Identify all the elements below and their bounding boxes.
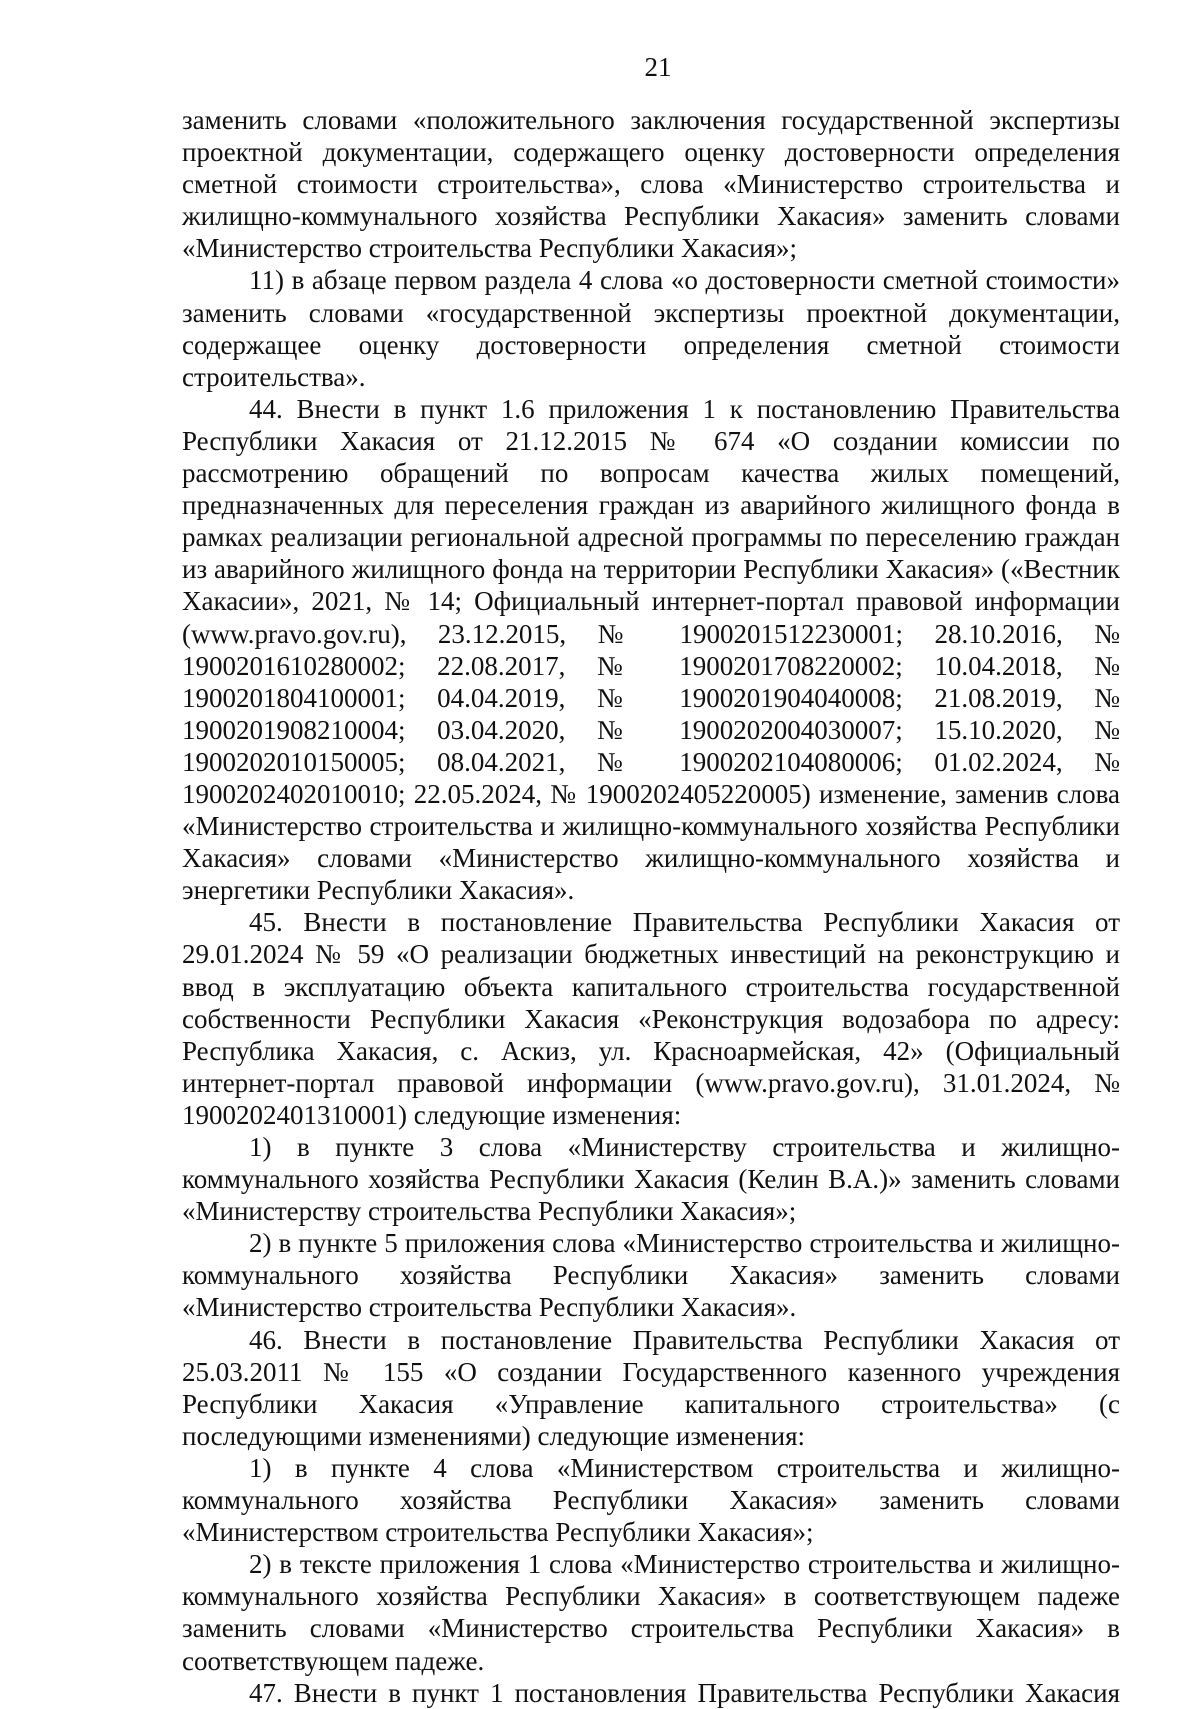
page-number: 21 [644, 52, 672, 82]
paragraph-section-46: 46. Внести в постановление Правительства Республики Хакасия от 25.03.2011 № 155 «О создании Государственного казенного учреждения Республики Хакасия «Управление капитального строительства» (с последующими изменениями) следующие изменения: [182, 1324, 1120, 1451]
paragraph-45-item-2: 2) в пункте 5 приложения слова «Министерство строительства и жилищно-коммунального хозяйства Республики Хакасия» заменить словами «Министерство строительства Республики Хакасия». [182, 1228, 1120, 1323]
paragraph-section-47: 47. Внести в пункт 1 постановления Правительства Республики Хакасия [249, 1677, 1120, 1708]
paragraph-45-item-1: 1) в пункте 3 слова «Министерству строительства и жилищно-коммунального хозяйства Республики Хакасия (Келин В.А.)» заменить словами «Министерству строительства Республики Хакасия»; [182, 1132, 1120, 1227]
paragraph-section-45: 45. Внести в постановление Правительства Республики Хакасия от 29.01.2024 № 59 «О реализации бюджетных инвестиций на реконструкцию и ввод в эксплуатацию объекта капитального строительства государственной собственности Республики Хакасия «Реконструкция водозабора по адресу: Республика Хакасия, с. Аскиз, ул. Красноармейская, 42» (Официальный интернет-портал правовой информации (www.pravo.gov.ru), 31.01.2024, № 1900202401310001) следующие изменения: [182, 907, 1120, 1130]
paragraph-continuation: заменить словами «положительного заключения государственной экспертизы проектной документации, содержащего оценку достоверности определения сметной стоимости строительства», слова «Министерство строительства и жилищно-коммунального хозяйства Республики Хакасия» заменить словами «Министерство строительства Республики Хакасия»; [182, 105, 1120, 264]
paragraph-46-item-2: 2) в тексте приложения 1 слова «Министерство строительства и жилищно-коммунального хозяйства Республики Хакасия» в соответствующем падеже заменить словами «Министерство строительства Республики Хакасия» в соответствующем падеже. [182, 1549, 1120, 1676]
paragraph-item-11: 11) в абзаце первом раздела 4 слова «о достоверности сметной стоимости» заменить словами «государственной экспертизы проектной документации, содержащее оценку достоверности определения сметной стоимости строительства». [182, 265, 1120, 392]
paragraph-46-item-1: 1) в пункте 4 слова «Министерством строительства и жилищно-коммунального хозяйства Республики Хакасия» заменить словами «Министерством строительства Республики Хакасия»; [182, 1452, 1120, 1548]
paragraph-section-44: 44. Внести в пункт 1.6 приложения 1 к постановлению Правительства Республики Хакасия от 21.12.2015 № 674 «О создании комиссии по рассмотрению обращений по вопросам качества жилых помещений, предназначенных для переселения граждан из аварийного жилищного фонда в рамках реализации региональной адресной программы по переселению граждан из аварийного жилищного фонда на территории Республики Хакасия» («Вестник Хакасии», 2021, № 14; Официальный интернет-портал правовой информации (www.pravo.gov.ru), 23.12.2015, № 1900201512230001; 28.10.2016, № 1900201610280002; 22.08.2017, № 1900201708220002; 10.04.2018, № 1900201804100001; 04.04.2019, № 1900201904040008; 21.08.2019, № 1900201908210004; 03.04.2020, № 1900202004030007; 15.10.2020, № 1900202010150005; 08.04.2021, № 1900202104080006; 01.02.2024, № 1900202402010010; 22.05.2024, № 1900202405220005) изменение, заменив слова «Министерство строительства и жилищно-коммунального хозяйства Республики Хакасия» словами «Министерство жилищно-коммунального хозяйства и энергетики Республики Хакасия». [182, 393, 1120, 906]
document-body [182, 104, 1120, 1709]
